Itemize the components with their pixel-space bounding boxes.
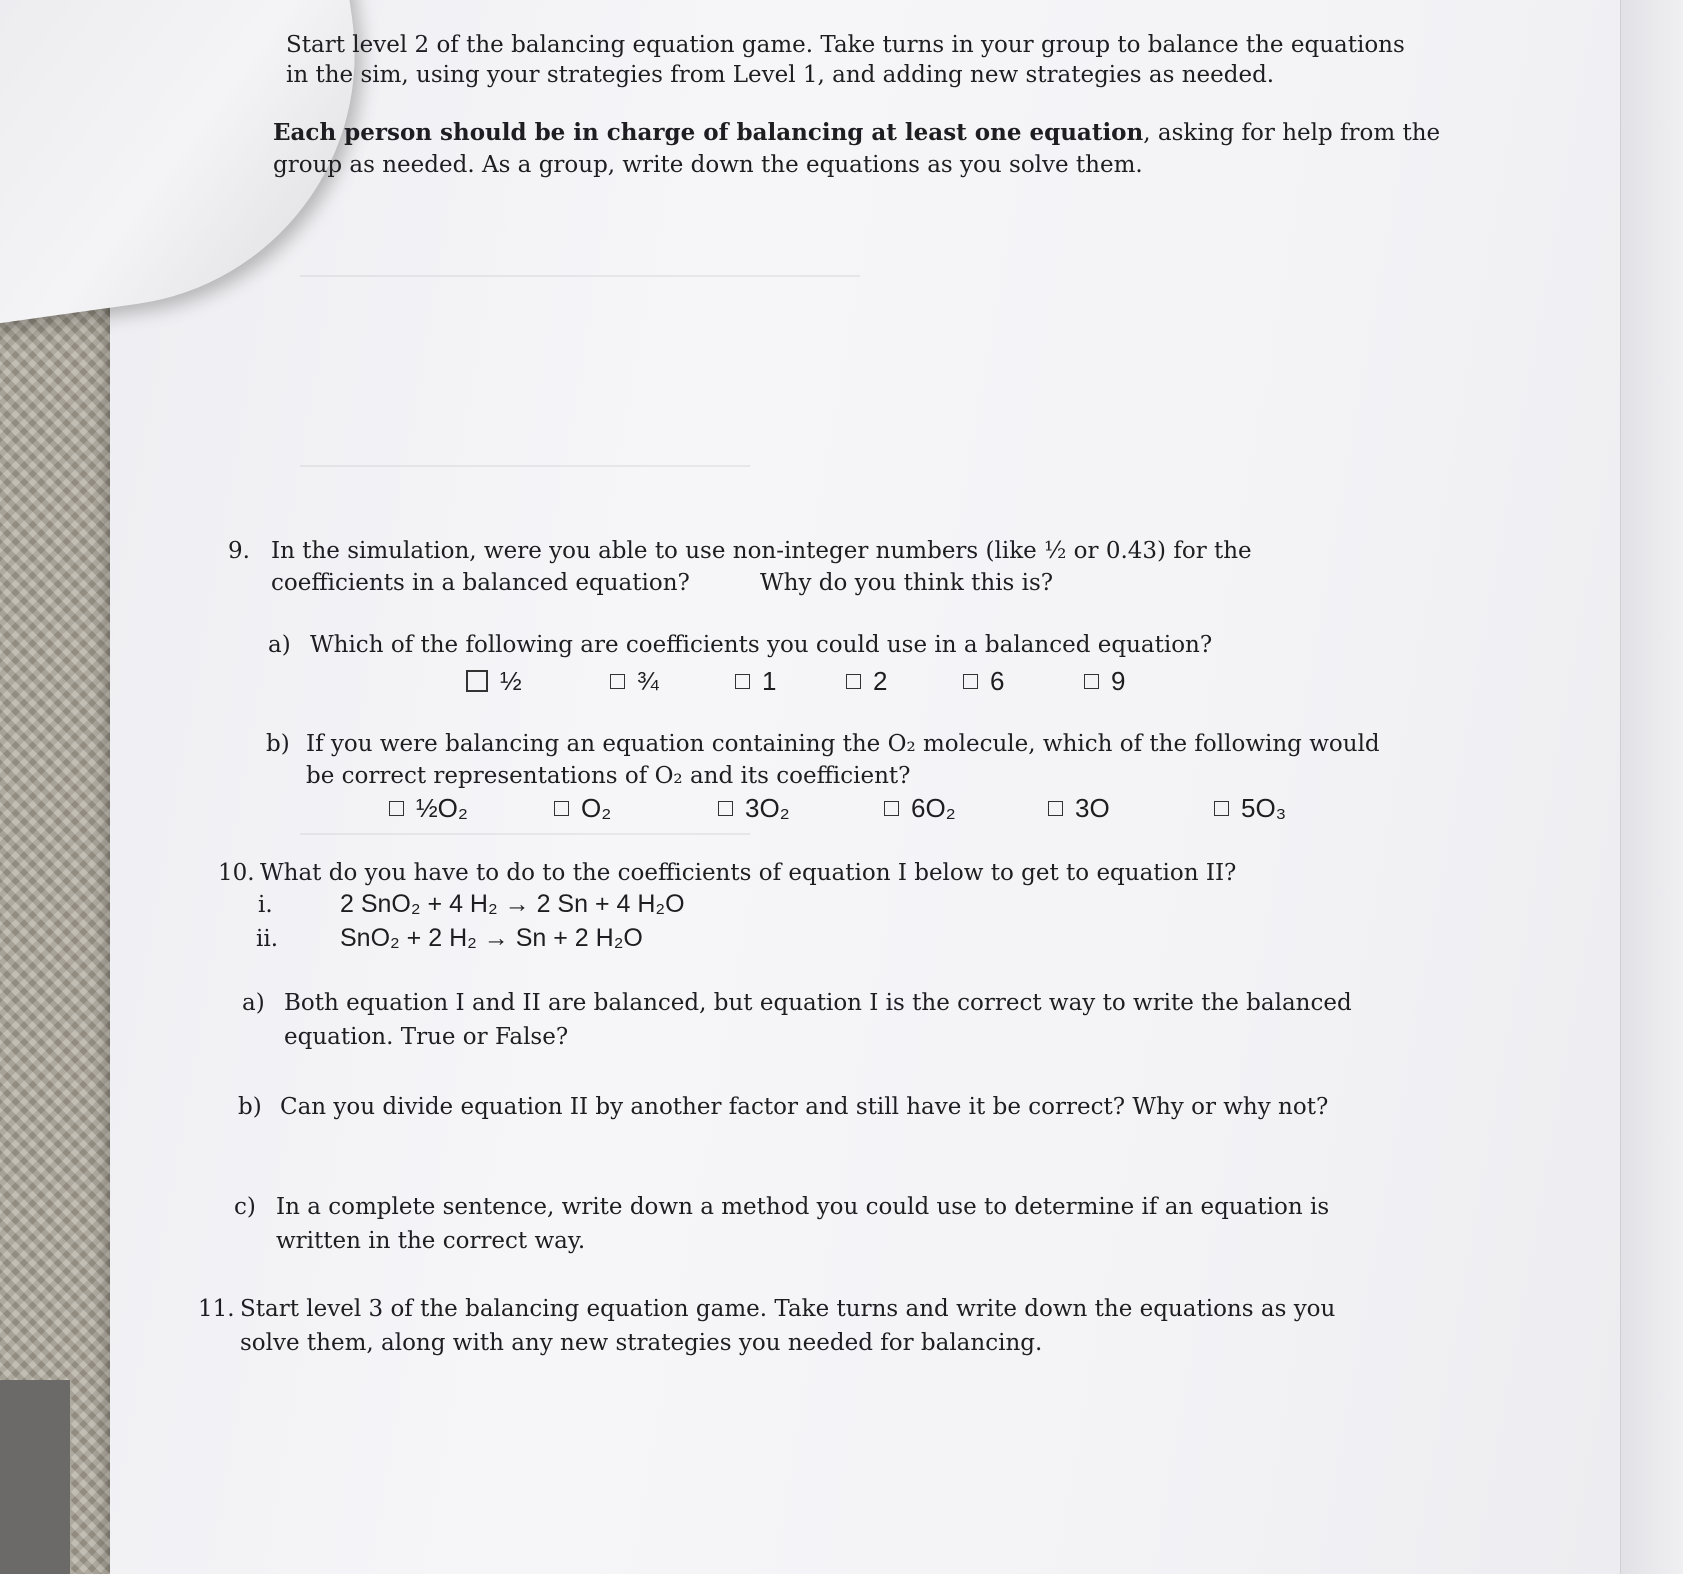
option-label: 3O₂ (745, 793, 790, 823)
o2-option-3o[interactable] (1048, 792, 1110, 824)
intro-line-1: Start level 2 of the balancing equation game. Take turns in your group to balance the equations (286, 32, 1405, 58)
question-9-line-2: coefficients in a balanced equation? (271, 570, 690, 596)
coefficient-option-three-quarters[interactable] (610, 665, 659, 697)
intro-line-4: group as needed. As a group, write down the equations as you solve them. (273, 152, 1143, 178)
checkbox[interactable] (846, 674, 861, 689)
option-label: 3O (1075, 793, 1110, 823)
intro-line-2: in the sim, using your strategies from Level 1, and adding new strategies as needed. (286, 62, 1275, 88)
o2-option-5o3[interactable] (1214, 792, 1286, 824)
question-10c-line-2: written in the correct way. (276, 1228, 586, 1254)
intro-line-3 (273, 118, 1440, 148)
question-9-why: Why do you think this is? (760, 570, 1054, 596)
question-9b-line-2: be correct representations of O₂ and its coefficient? (306, 763, 911, 789)
question-9-line-1: In the simulation, were you able to use non-integer numbers (like ½ or 0.43) for the (271, 538, 1252, 564)
checkbox[interactable] (1084, 674, 1099, 689)
question-9a-text: Which of the following are coefficients you could use in a balanced equation? (310, 632, 1213, 658)
question-11-number: 11. (198, 1296, 235, 1322)
checkbox[interactable] (735, 674, 750, 689)
equation-i-label: i. (258, 892, 273, 918)
option-label: 1 (762, 666, 777, 696)
option-label: 6O₂ (911, 793, 956, 823)
coefficient-option-1[interactable] (735, 665, 776, 697)
question-10b-label: b) (238, 1094, 262, 1120)
coefficient-option-6[interactable] (963, 665, 1004, 697)
checkbox[interactable] (963, 674, 978, 689)
question-10a-line-2: equation. True or False? (284, 1024, 569, 1050)
checkbox[interactable] (389, 801, 404, 816)
bleed-through-line (300, 275, 860, 277)
coefficient-option-9[interactable] (1084, 665, 1125, 697)
question-10b-text: Can you divide equation II by another factor and still have it be correct? Why or why not? (280, 1094, 1329, 1120)
equation-ii-label: ii. (256, 926, 279, 952)
checkbox[interactable] (884, 801, 899, 816)
question-9b-line-1: If you were balancing an equation containing the O₂ molecule, which of the following would (306, 731, 1380, 757)
o2-option-6o2[interactable] (884, 792, 956, 824)
bleed-through-line (300, 833, 750, 835)
coefficient-option-2[interactable] (846, 665, 887, 697)
question-10-text: What do you have to do to the coefficients of equation I below to get to equation II? (260, 860, 1237, 886)
question-10c-label: c) (234, 1194, 256, 1220)
option-label: 6 (990, 666, 1005, 696)
option-label: ¾ (637, 666, 659, 696)
checkbox[interactable] (1214, 801, 1229, 816)
question-10c-line-1: In a complete sentence, write down a method you could use to determine if an equation is (276, 1194, 1330, 1220)
question-10a-label: a) (242, 990, 265, 1016)
equation-ii: SnO₂ + 2 H₂ → Sn + 2 H₂O (340, 924, 643, 952)
option-label: O₂ (581, 793, 612, 823)
bleed-through-line (300, 465, 750, 467)
option-label: 5O₃ (1241, 793, 1287, 823)
option-label: 2 (873, 666, 888, 696)
o2-option-o2[interactable] (554, 792, 611, 824)
intro-bold-instruction: Each person should be in charge of balancing at least one equation (273, 119, 1144, 146)
coefficient-option-half[interactable] (466, 665, 522, 697)
floor-background (0, 1380, 70, 1574)
o2-option-3o2[interactable] (718, 792, 790, 824)
checkbox[interactable] (466, 670, 488, 692)
question-9b-label: b) (266, 731, 290, 757)
question-11-line-2: solve them, along with any new strategies you needed for balancing. (240, 1330, 1043, 1356)
checkbox[interactable] (610, 674, 625, 689)
checkbox[interactable] (718, 801, 733, 816)
option-label: 9 (1111, 666, 1126, 696)
checkbox[interactable] (554, 801, 569, 816)
question-11-line-1: Start level 3 of the balancing equation game. Take turns and write down the equations as you (240, 1296, 1336, 1322)
checkbox[interactable] (1048, 801, 1063, 816)
question-10-number: 10. (218, 860, 255, 886)
intro-instruction-rest: , asking for help from the (1143, 120, 1441, 146)
option-label: ½O₂ (416, 793, 468, 823)
underlying-page-edge (1620, 0, 1683, 1574)
equation-i: 2 SnO₂ + 4 H₂ → 2 Sn + 4 H₂O (340, 890, 685, 918)
option-label: ½ (500, 666, 522, 696)
question-10a-line-1: Both equation I and II are balanced, but equation I is the correct way to write the balanced (284, 990, 1352, 1016)
o2-option-half-o2[interactable] (389, 792, 468, 824)
question-9a-label: a) (268, 632, 291, 658)
question-9-number: 9. (228, 538, 250, 564)
